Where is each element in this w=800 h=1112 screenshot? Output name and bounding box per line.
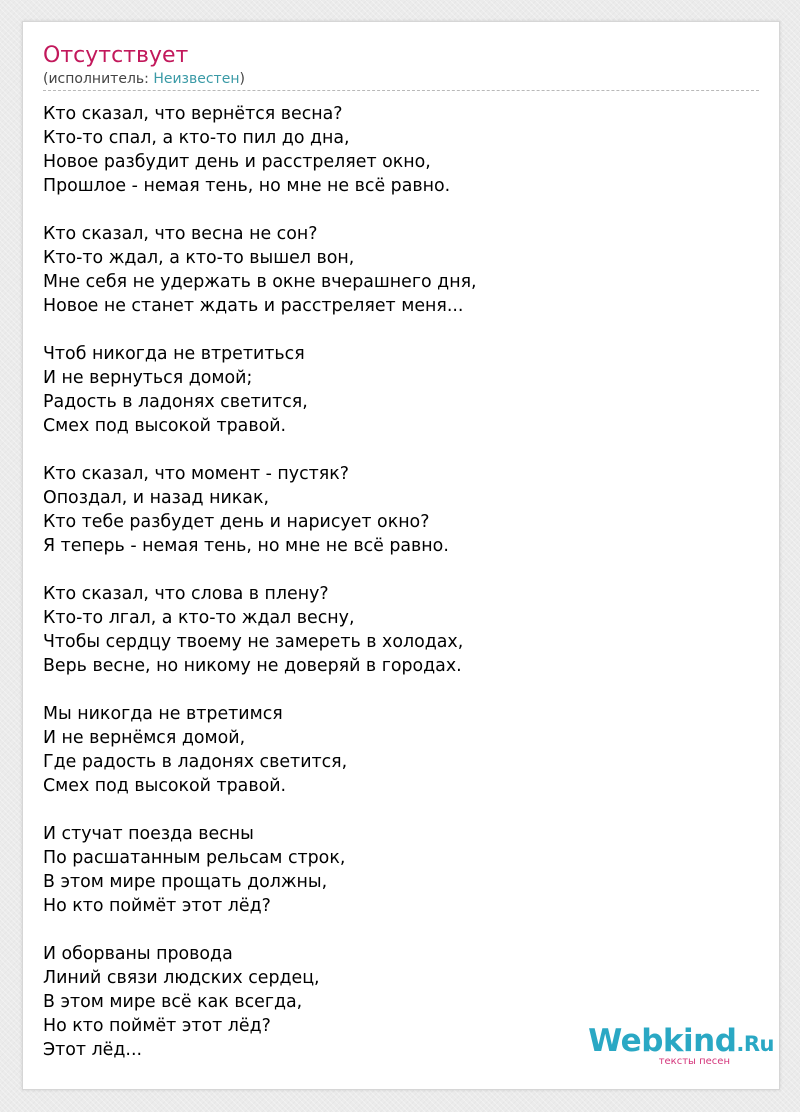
logo-tld: .Ru xyxy=(736,1032,774,1056)
artist-prefix: (исполнитель: xyxy=(43,71,154,87)
lyric-line: Кто-то ждал, а кто-то вышел вон, xyxy=(43,248,355,268)
lyric-line: Кто сказал, что вернётся весна? xyxy=(43,104,343,124)
lyric-line: Верь весне, но никому не доверяй в городах. xyxy=(43,656,462,676)
lyric-line: Новое не станет ждать и расстреляет меня... xyxy=(43,296,464,316)
lyric-line: Кто сказал, что момент - пустяк? xyxy=(43,464,349,484)
lyrics-stanza xyxy=(43,582,759,678)
lyrics-body xyxy=(43,102,759,1086)
lyric-line: Чтоб никогда не втретиться xyxy=(43,344,305,364)
song-title: Отсутствует xyxy=(43,43,189,68)
lyric-line: И стучат поезда весны xyxy=(43,824,254,844)
lyric-line: Где радость в ладонях светится, xyxy=(43,752,348,772)
lyric-line: Кто тебе разбудет день и нарисует окно? xyxy=(43,512,430,532)
lyric-line: Чтобы сердцу твоему не замереть в холодах, xyxy=(43,632,464,652)
webkind-logo[interactable] xyxy=(588,1024,774,1067)
lyric-line: Смех под высокой травой. xyxy=(43,416,287,436)
lyric-line: Но кто поймёт этот лёд? xyxy=(43,1016,271,1036)
lyric-line: Линий связи людских сердец, xyxy=(43,968,320,988)
lyric-line: В этом мире всё как всегда, xyxy=(43,992,303,1012)
lyric-line: И не вернуться домой; xyxy=(43,368,253,388)
artist-line xyxy=(43,70,245,88)
lyric-line: Радость в ладонях светится, xyxy=(43,392,308,412)
lyric-line: Кто сказал, что слова в плену? xyxy=(43,584,329,604)
lyric-line: По расшатанным рельсам строк, xyxy=(43,848,346,868)
lyric-line: Мы никогда не втретимся xyxy=(43,704,283,724)
lyric-line: Кто-то лгал, а кто-то ждал весну, xyxy=(43,608,355,628)
lyrics-stanza xyxy=(43,222,759,318)
lyric-line: Кто-то спал, а кто-то пил до дна, xyxy=(43,128,350,148)
lyric-line: И оборваны провода xyxy=(43,944,233,964)
lyrics-card xyxy=(22,21,780,1090)
lyric-line: Но кто поймёт этот лёд? xyxy=(43,896,271,916)
lyrics-stanza xyxy=(43,462,759,558)
lyrics-stanza xyxy=(43,702,759,798)
lyric-line: Опоздал, и назад никак, xyxy=(43,488,269,508)
lyrics-stanza xyxy=(43,822,759,918)
lyrics-stanza xyxy=(43,102,759,198)
lyric-line: Новое разбудит день и расстреляет окно, xyxy=(43,152,431,172)
artist-suffix: ) xyxy=(239,71,245,87)
lyrics-stanza xyxy=(43,342,759,438)
artist-link[interactable]: Неизвестен xyxy=(153,71,240,87)
header-divider xyxy=(43,90,759,91)
lyric-line: Мне себя не удержать в окне вчерашнего дня, xyxy=(43,272,477,292)
logo-name: Webkind xyxy=(588,1023,737,1059)
logo-tagline: тексты песен xyxy=(658,1056,730,1067)
lyric-line: Кто сказал, что весна не сон? xyxy=(43,224,318,244)
lyric-line: В этом мире прощать должны, xyxy=(43,872,328,892)
lyric-line: Этот лёд... xyxy=(43,1040,142,1060)
lyric-line: Смех под высокой травой. xyxy=(43,776,287,796)
lyric-line: Я теперь - немая тень, но мне не всё равно. xyxy=(43,536,449,556)
lyric-line: И не вернёмся домой, xyxy=(43,728,246,748)
lyric-line: Прошлое - немая тень, но мне не всё равно. xyxy=(43,176,451,196)
